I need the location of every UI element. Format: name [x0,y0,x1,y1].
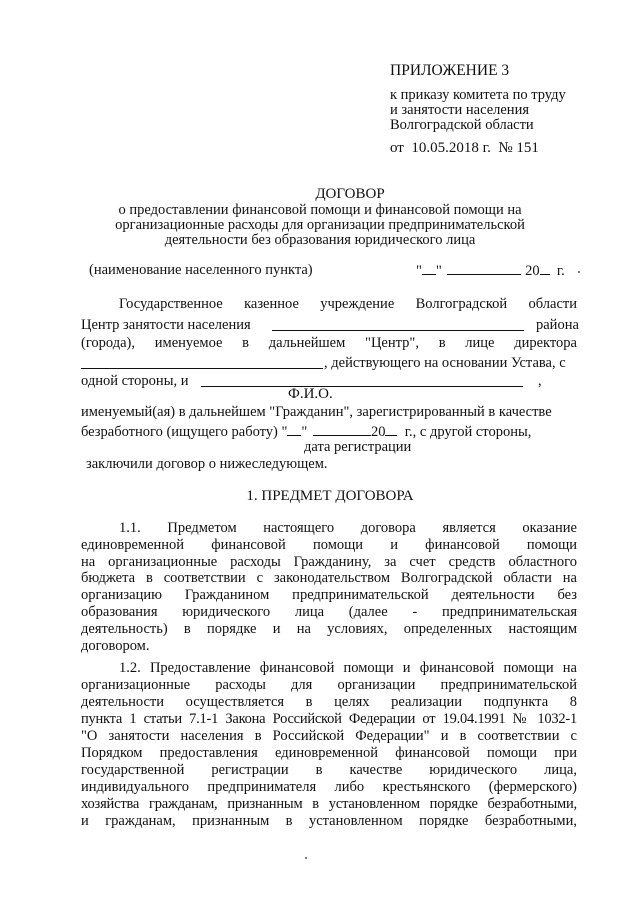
p1-line: 1.1. Предметом настоящего договора является оказание [119,520,577,536]
scan-speck [305,857,307,859]
fio-caption: Ф.И.О. [288,386,333,402]
parties-line-8: заключили договор о нижеследующем. [86,456,328,472]
parties-line-3: (города), именуемое в дальнейшем "Центр", в лице директора [81,335,577,351]
p2-line: 1.2. Предоставление финансовой помощи и финансовой помощи на [119,660,577,676]
scan-speck [578,271,580,273]
title-sub-3: деятельности без образования юридического лица [164,232,476,248]
document-title: ДОГОВОР [315,186,385,202]
parties-line-1: Государственное казенное учреждение Волгоградской области [119,296,577,312]
section-1-heading: 1. ПРЕДМЕТ ДОГОВОРА [246,488,414,504]
citizen-name-blank [201,386,523,387]
p2-line: пункта 1 статьи 7.1-1 Закона Российской Федерации от 19.04.1991 № 1032-1 [81,711,577,727]
parties-line-6: именуемый(ая) в дальнейшем "Гражданин", зарегистрированный в качестве [81,404,552,420]
p1-line: на организационные расходы Гражданину, за счет средств областного [81,554,577,570]
parties-line-7: безработного (ищущего работу) " " 20 г., с другой стороны, [81,424,532,440]
day-blank [422,262,436,275]
p2-line: хозяйства гражданам, признанным в установленном порядке безработными, [81,796,577,812]
header-line-3: Волгоградской области [390,117,534,133]
p1-line: организацию Гражданином предпринимательской деятельности без [81,587,577,603]
order-number: № 151 [498,140,539,156]
p2-line: индивидуального предпринимателя либо крестьянского (фермерского) [81,779,577,795]
parties-line-2a: Центр занятости населения [81,317,251,333]
p2-line: "О занятости населения в Российской Федерации" и в соответствии с [81,728,577,744]
p1-line: бюджета в соответствии с законодательством Волгоградской области на [81,570,577,586]
p1-line: договором. [81,638,150,654]
order-date: 10.05.2018 г. [411,140,491,156]
order-date-line [390,140,539,157]
p2-line: организационные расходы для организации предпринимательской [81,677,577,693]
parties-line-5a: одной стороны, и [81,373,189,389]
center-name-blank [272,330,524,331]
reg-year-blank [385,423,397,436]
p2-line: Порядком предоставления единовременной финансовой помощи при [81,745,577,761]
director-name-blank [81,368,323,369]
month-blank [447,262,521,275]
year-blank [540,262,550,275]
header-line-1: к приказу комитета по труду [390,87,566,103]
contract-date-field: " " 20 г. [416,263,565,279]
parties-line-2b: района [536,317,579,333]
p1-line: деятельность) в порядке и на условиях, определенных настоящим [81,621,577,637]
date-prefix: от [390,140,404,156]
appendix-label: ПРИЛОЖЕНИЕ 3 [390,62,510,79]
place-placeholder: (наименование населенного пункта) [89,262,313,278]
title-sub-2: организационные расходы для организации предпринимательской [115,217,525,233]
reg-month-blank [313,423,371,436]
p1-line: единовременной финансовой помощи и финансовой помощи [81,537,577,553]
p2-line: и гражданам, признанным в установленном порядке безработными, [81,813,577,829]
parties-line-5b: , [538,373,542,389]
p2-line: деятельности осуществляется в целях реализации подпункта 8 [81,694,577,710]
title-sub-1: о предоставлении финансовой помощи и финансовой помощи на [118,202,522,218]
reg-day-blank [287,423,301,436]
p2-line: государственной регистрации в качестве юридического лица, [81,762,577,778]
parties-line-4: , действующего на основании Устава, с [324,355,566,371]
header-line-2: и занятости населения [390,102,529,118]
p1-line: образования юридического лица (далее - предпринимательская [81,604,577,620]
reg-date-caption: дата регистрации [304,439,412,455]
